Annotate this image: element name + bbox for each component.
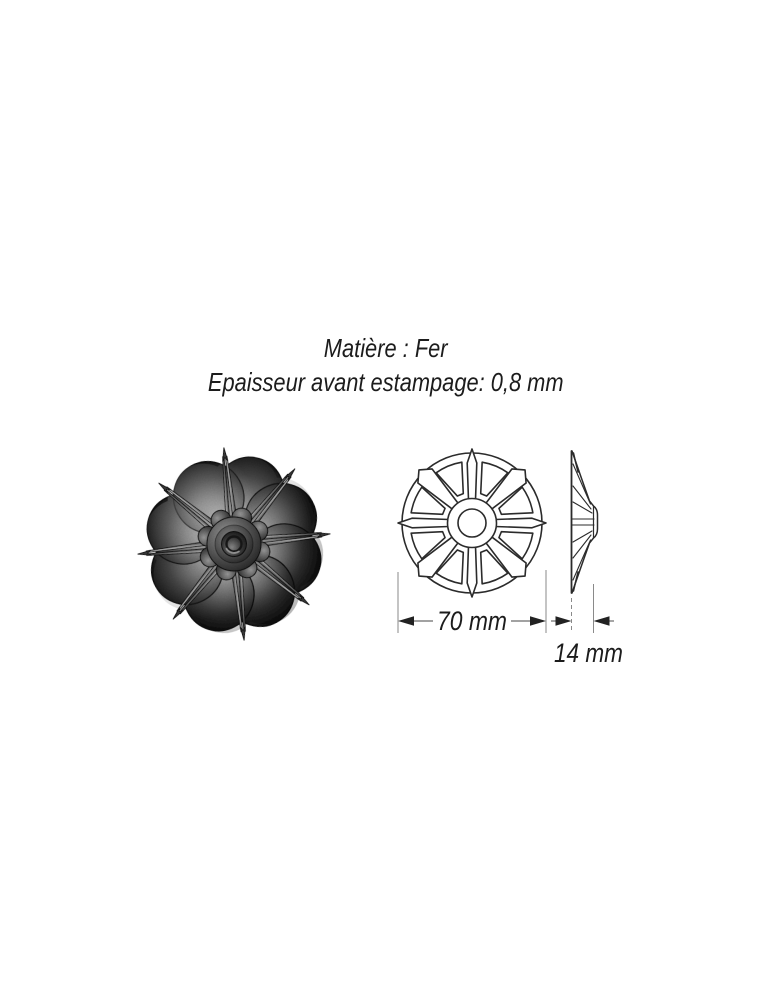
- center-hole: [458, 509, 486, 537]
- arrow-inward-left-icon: [556, 616, 572, 625]
- thickness-text: Epaisseur avant estampage: 0,8 mm: [207, 367, 564, 397]
- material-line: [0, 331, 771, 365]
- rosette-flower-graphic: [131, 441, 337, 647]
- side-profile-drawing: [572, 451, 598, 593]
- thickness-line: [0, 365, 771, 399]
- thickness-dimension-label: 14 mm: [554, 638, 623, 668]
- arrow-left-icon: [398, 616, 414, 625]
- product-specs: [0, 331, 771, 399]
- front-view-drawing: [398, 449, 546, 597]
- rosette-photo: [131, 441, 337, 647]
- arrow-inward-right-icon: [594, 616, 610, 625]
- material-text: Matière : Fer: [323, 333, 448, 363]
- technical-drawing: [385, 440, 675, 675]
- diameter-dimension-label: 70 mm: [437, 606, 507, 636]
- thickness-dimension: [551, 584, 623, 668]
- arrow-right-icon: [530, 616, 546, 625]
